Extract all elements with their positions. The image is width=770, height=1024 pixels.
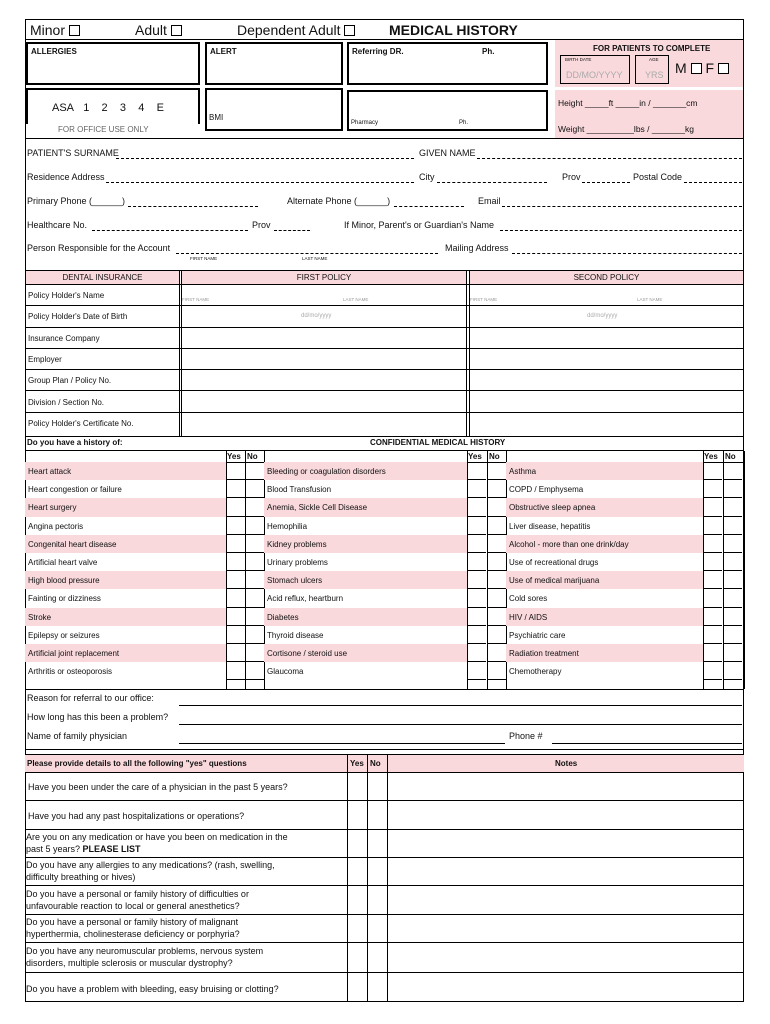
no-checkbox[interactable] (368, 973, 387, 1001)
question-row: Do you have a personal or family history of difficulties or unfavourable reaction to local or general anesthetics? (25, 886, 744, 915)
asa-1[interactable]: 1 (83, 102, 90, 114)
history-item: Angina pectoris (28, 521, 84, 531)
history-item: Use of medical marijuana (506, 571, 704, 589)
no-checkbox[interactable] (487, 480, 506, 498)
healthcare-input[interactable] (92, 230, 248, 231)
yes-checkbox[interactable] (348, 915, 367, 942)
history-item: Stomach ulcers (264, 571, 467, 589)
referral-reason-input[interactable] (179, 705, 742, 706)
adult-checkbox[interactable] (171, 25, 182, 36)
asa-e[interactable]: E (156, 102, 164, 114)
no-checkbox[interactable] (245, 662, 264, 680)
history-item: Artificial joint replacement (25, 644, 226, 662)
question-row: Do you have any allergies to any medications? (rash, swelling, difficulty breathing or hives) (25, 858, 744, 886)
mailing-input[interactable] (512, 253, 742, 254)
yes-checkbox[interactable] (226, 571, 245, 589)
male-checkbox[interactable] (691, 63, 702, 74)
yes-checkbox[interactable] (703, 662, 722, 680)
question-row: Have you been under the care of a physician in the past 5 years? (25, 773, 744, 801)
yes-checkbox[interactable] (348, 830, 367, 857)
no-checkbox[interactable] (723, 553, 742, 571)
given-name-input[interactable] (477, 158, 742, 159)
history-item: Fainting or dizziness (28, 594, 101, 604)
notes-field[interactable] (388, 773, 743, 800)
bmi-field[interactable]: BMI (205, 88, 343, 131)
no-header: No (489, 452, 500, 461)
no-checkbox[interactable] (723, 626, 742, 644)
alert-field[interactable]: ALERT (205, 42, 343, 85)
yes-header: Yes (704, 452, 718, 461)
yes-checkbox[interactable] (226, 662, 245, 680)
yes-checkbox[interactable] (467, 480, 486, 498)
dependent-adult-checkbox[interactable] (344, 25, 355, 36)
history-item: High blood pressure (25, 571, 226, 589)
given-name-label: GIVEN NAME (419, 148, 476, 158)
alternate-phone-input[interactable] (394, 206, 464, 207)
minor-option[interactable]: Minor (30, 22, 80, 38)
office-use-label: FOR OFFICE USE ONLY (58, 125, 149, 134)
question-row: Do you have a personal or family history of malignant hyperthermia, cholinesterase deficiency or porphyria? (25, 915, 744, 943)
weight-field[interactable]: Weight __________lbs / _______kg (558, 124, 694, 134)
question-row: Do you have any neuromuscular problems, nervous system disorders, multiple sclerosis or muscular dystrophy? (25, 943, 744, 973)
history-item: HIV / AIDS (506, 608, 704, 626)
history-item: Artificial heart valve (28, 558, 98, 567)
page-title: MEDICAL HISTORY (389, 22, 518, 38)
question-row: Are you on any medication or have you been on medication in the past 5 years? PLEASE LIST (25, 830, 744, 858)
no-checkbox[interactable] (487, 498, 506, 516)
yes-checkbox[interactable] (467, 644, 486, 662)
yes-checkbox[interactable] (467, 553, 486, 571)
email-label: Email (478, 196, 501, 206)
no-checkbox[interactable] (245, 498, 264, 516)
history-item: COPD / Emphysema (509, 485, 584, 495)
prov-label: Prov (562, 172, 581, 182)
history-item: Heart surgery (25, 498, 226, 516)
yes-checkbox[interactable] (226, 462, 245, 480)
history-item: Diabetes (264, 608, 467, 626)
healthcare-label: Healthcare No. (27, 220, 88, 230)
yes-checkbox[interactable] (348, 801, 367, 829)
yes-checkbox[interactable] (703, 535, 722, 553)
history-item: Urinary problems (267, 558, 328, 567)
no-checkbox[interactable] (368, 886, 387, 914)
no-checkbox[interactable] (245, 644, 264, 662)
no-checkbox[interactable] (723, 589, 742, 607)
no-header: No (725, 452, 736, 461)
history-item: Kidney problems (264, 535, 467, 553)
yes-checkbox[interactable] (467, 571, 486, 589)
no-checkbox[interactable] (723, 498, 742, 516)
no-checkbox[interactable] (723, 662, 742, 680)
patient-complete-panel: FOR PATIENTS TO COMPLETE BIRTH DATE DD/MO/YYYY AGE YRS M F (555, 40, 743, 87)
history-item: Bleeding or coagulation disorders (264, 462, 467, 480)
dependent-adult-option[interactable]: Dependent Adult (237, 22, 355, 38)
postal-label: Postal Code (633, 172, 683, 182)
yes-checkbox[interactable] (467, 589, 486, 607)
birth-date-field[interactable]: BIRTH DATE DD/MO/YYYY (560, 55, 630, 84)
no-checkbox[interactable] (245, 626, 264, 644)
history-item: Hemophilia (267, 521, 308, 531)
details-header-label: Please provide details to all the following "yes" questions (27, 759, 247, 768)
yes-checkbox[interactable] (703, 608, 722, 626)
city-label: City (419, 172, 435, 182)
history-item: Glaucoma (267, 667, 304, 677)
notes-field[interactable] (388, 973, 743, 1001)
no-checkbox[interactable] (245, 517, 264, 535)
yes-checkbox[interactable] (467, 608, 486, 626)
guardian-input[interactable] (500, 230, 742, 231)
yes-checkbox[interactable] (226, 589, 245, 607)
residence-input[interactable] (106, 182, 414, 183)
yes-checkbox[interactable] (703, 571, 722, 589)
yes-checkbox[interactable] (467, 462, 486, 480)
yes-checkbox[interactable] (703, 462, 722, 480)
insurance-header: DENTAL INSURANCE (26, 271, 179, 284)
yes-checkbox[interactable] (703, 498, 722, 516)
age-field[interactable]: AGE YRS (635, 55, 669, 84)
surname-input[interactable] (116, 158, 414, 159)
history-item: Psychiatric care (509, 630, 566, 640)
adult-option[interactable]: Adult (135, 22, 182, 38)
history-item: Asthma (506, 462, 704, 480)
female-checkbox[interactable] (718, 63, 729, 74)
yes-header: Yes (227, 452, 241, 461)
responsible-input[interactable] (176, 253, 438, 254)
yes-checkbox[interactable] (703, 626, 722, 644)
referring-dr-field[interactable]: Referring DR. Ph. (347, 42, 548, 85)
primary-phone-label: Primary Phone (______) (27, 196, 126, 206)
header-row (26, 20, 743, 40)
responsible-label: Person Responsible for the Account (27, 243, 171, 253)
no-checkbox[interactable] (245, 571, 264, 589)
yes-checkbox[interactable] (348, 773, 367, 800)
yes-checkbox[interactable] (226, 553, 245, 571)
minor-checkbox[interactable] (69, 25, 80, 36)
notes-header: Notes (555, 759, 578, 768)
no-checkbox[interactable] (487, 662, 506, 680)
no-checkbox[interactable] (368, 773, 387, 800)
history-item: Epilepsy or seizures (28, 630, 100, 640)
allergies-field[interactable]: ALLERGIES (26, 42, 200, 85)
no-checkbox[interactable] (487, 462, 506, 480)
no-checkbox[interactable] (245, 608, 264, 626)
history-item: Arthritis or osteoporosis (28, 667, 113, 677)
alternate-phone-label: Alternate Phone (______) (287, 196, 391, 206)
yes-checkbox[interactable] (467, 517, 486, 535)
ins-row-employer[interactable]: Employer (25, 349, 744, 370)
no-checkbox[interactable] (723, 480, 742, 498)
yes-checkbox[interactable] (226, 535, 245, 553)
no-checkbox[interactable] (245, 480, 264, 498)
phone-label: Phone # (509, 731, 543, 741)
no-header: No (247, 452, 258, 461)
no-checkbox[interactable] (487, 589, 506, 607)
surname-label: PATIENT'S SURNAME (27, 148, 119, 158)
yes-checkbox[interactable] (226, 644, 245, 662)
notes-field[interactable] (388, 801, 743, 829)
no-checkbox[interactable] (487, 644, 506, 662)
no-checkbox[interactable] (245, 535, 264, 553)
phone-input[interactable] (552, 743, 742, 744)
yes-checkbox[interactable] (348, 973, 367, 1001)
mailing-label: Mailing Address (445, 243, 509, 253)
yes-header: Yes (468, 452, 482, 461)
ins-row-holder-dob[interactable]: Policy Holder's Date of Birth dd/mo/yyyy dd/mo/yyyy (25, 306, 744, 327)
notes-field[interactable] (388, 943, 743, 972)
yes-checkbox[interactable] (703, 517, 722, 535)
history-item: Chemotherapy (509, 667, 562, 677)
yes-checkbox[interactable] (467, 626, 486, 644)
asa-scale: ASA 1 2 3 4 E (52, 102, 164, 114)
second-policy-header: SECOND POLICY (470, 271, 743, 284)
yes-checkbox[interactable] (226, 498, 245, 516)
no-checkbox[interactable] (487, 626, 506, 644)
history-item: Anemia, Sickle Cell Disease (264, 498, 467, 516)
height-field[interactable]: Height _____ft _____in / _______cm (558, 98, 698, 108)
history-item: Stroke (25, 608, 226, 626)
how-long-input[interactable] (179, 724, 742, 725)
no-checkbox[interactable] (487, 571, 506, 589)
history-title: CONFIDENTIAL MEDICAL HISTORY (370, 438, 506, 447)
sex-options: M F (675, 60, 729, 76)
primary-phone-input[interactable] (128, 206, 258, 207)
no-checkbox[interactable] (368, 943, 387, 972)
yes-checkbox[interactable] (467, 535, 486, 553)
no-checkbox[interactable] (723, 517, 742, 535)
history-item: Use of recreational drugs (509, 558, 599, 567)
history-question: Do you have a history of: (27, 438, 123, 447)
history-item: Congenital heart disease (25, 535, 226, 553)
no-checkbox[interactable] (245, 553, 264, 571)
no-checkbox[interactable] (245, 462, 264, 480)
history-item: Cold sores (509, 594, 548, 604)
history-item: Liver disease, hepatitis (509, 521, 591, 531)
ins-row-certificate[interactable]: Policy Holder's Certificate No. (28, 418, 134, 428)
no-checkbox[interactable] (368, 801, 387, 829)
no-checkbox[interactable] (723, 535, 742, 553)
pharmacy-field[interactable]: Pharmacy Ph. (347, 90, 548, 131)
ins-row-group-plan[interactable]: Group Plan / Policy No. (25, 370, 744, 391)
no-checkbox[interactable] (487, 608, 506, 626)
notes-field[interactable] (388, 830, 743, 857)
yes-checkbox[interactable] (703, 480, 722, 498)
ins-row-company[interactable]: Insurance Company (25, 328, 744, 349)
history-item: Radiation treatment (506, 644, 704, 662)
email-input[interactable] (502, 206, 742, 207)
no-checkbox[interactable] (723, 462, 742, 480)
ins-row-division[interactable]: Division / Section No. (25, 392, 744, 413)
first-policy-header: FIRST POLICY (182, 271, 466, 284)
no-checkbox[interactable] (487, 535, 506, 553)
yes-checkbox[interactable] (703, 553, 722, 571)
history-item: Cortisone / steroid use (264, 644, 467, 662)
yes-checkbox[interactable] (467, 498, 486, 516)
no-checkbox[interactable] (723, 608, 742, 626)
yes-checkbox[interactable] (348, 858, 367, 885)
yes-checkbox[interactable] (348, 943, 367, 972)
residence-label: Residence Address (27, 172, 105, 182)
city-input[interactable] (437, 182, 547, 183)
yes-checkbox[interactable] (226, 626, 245, 644)
yes-checkbox[interactable] (703, 589, 722, 607)
no-checkbox[interactable] (723, 571, 742, 589)
physician-label: Name of family physician (27, 731, 128, 741)
no-checkbox[interactable] (368, 858, 387, 885)
guardian-label: If Minor, Parent's or Guardian's Name (344, 220, 494, 230)
no-checkbox[interactable] (487, 553, 506, 571)
notes-field[interactable] (388, 915, 743, 942)
healthcare-prov-input[interactable] (274, 230, 310, 231)
history-item: Heart congestion or failure (28, 485, 122, 495)
notes-field[interactable] (388, 858, 743, 885)
question-row: Have you had any past hospitalizations or operations? (25, 801, 744, 830)
no-checkbox[interactable] (723, 644, 742, 662)
no-checkbox[interactable] (487, 517, 506, 535)
yes-checkbox[interactable] (703, 644, 722, 662)
yes-checkbox[interactable] (226, 517, 245, 535)
question-row: Do you have a problem with bleeding, easy bruising or clotting? (26, 984, 279, 994)
asa-2[interactable]: 2 (101, 102, 108, 114)
history-item: Alcohol - more than one drink/day (506, 535, 704, 553)
ins-row-holder-name[interactable]: Policy Holder's Name FIRST NAME LAST NAME FIRST NAME LAST NAME (25, 285, 744, 306)
history-item: Heart attack (25, 462, 226, 480)
yes-checkbox[interactable] (467, 662, 486, 680)
prov-input[interactable] (582, 182, 630, 183)
asa-3[interactable]: 3 (119, 102, 127, 114)
asa-4[interactable]: 4 (138, 102, 145, 114)
height-weight-panel (555, 90, 743, 138)
history-item: Obstructive sleep apnea (506, 498, 704, 516)
no-checkbox[interactable] (245, 589, 264, 607)
yes-checkbox[interactable] (348, 886, 367, 914)
yes-checkbox[interactable] (226, 608, 245, 626)
physician-input[interactable] (179, 743, 505, 744)
notes-field[interactable] (388, 886, 743, 914)
no-checkbox[interactable] (368, 915, 387, 942)
history-item: Acid reflux, heartburn (267, 594, 344, 604)
how-long-label: How long has this been a problem? (27, 712, 169, 722)
healthcare-prov-label: Prov (252, 220, 271, 230)
no-checkbox[interactable] (368, 830, 387, 857)
postal-input[interactable] (684, 182, 742, 183)
yes-checkbox[interactable] (226, 480, 245, 498)
history-item: Thyroid disease (267, 630, 324, 640)
referral-reason-label: Reason for referral to our office: (27, 693, 154, 703)
history-item: Blood Transfusion (267, 485, 332, 495)
